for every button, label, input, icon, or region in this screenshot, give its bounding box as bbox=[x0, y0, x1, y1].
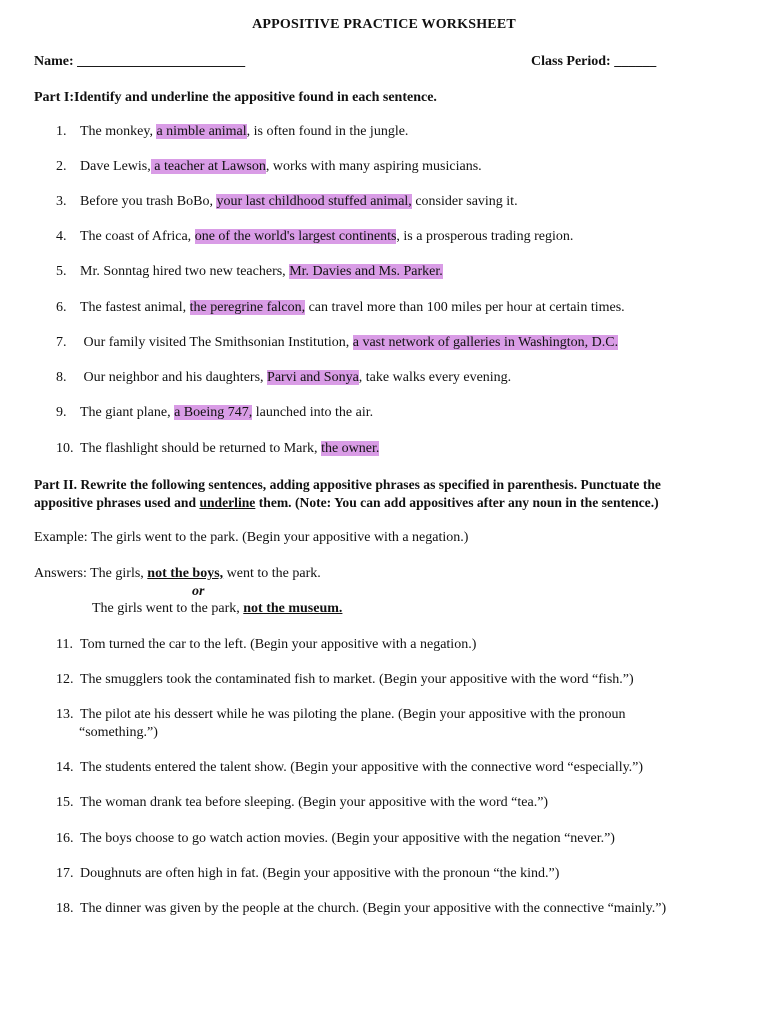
list-item bbox=[56, 441, 379, 457]
item-number: 4. bbox=[56, 229, 67, 244]
item-text: The monkey, bbox=[80, 124, 157, 139]
list-item bbox=[56, 831, 615, 847]
answer-text: The girls went to the park, bbox=[92, 601, 244, 616]
item-text-continuation: “something.”) bbox=[79, 725, 158, 740]
appositive-highlight: a vast network of galleries in Washington, D.C. bbox=[352, 335, 619, 350]
item-text: The woman drank tea before sleeping. (Begin your appositive with the word “tea.”) bbox=[80, 795, 549, 810]
item-text: The pilot ate his dessert while he was piloting the plane. (Begin your appositive with the pronoun bbox=[80, 707, 626, 722]
item-number: 3. bbox=[56, 194, 67, 209]
or-separator: or bbox=[192, 584, 205, 599]
answer-text: went to the park. bbox=[223, 566, 321, 581]
list-item bbox=[56, 124, 408, 140]
list-item bbox=[56, 194, 518, 210]
appositive-highlight: one of the world's largest continents bbox=[194, 229, 397, 244]
list-item bbox=[56, 335, 618, 351]
list-item bbox=[56, 866, 559, 882]
appositive-highlight: a nimble animal bbox=[156, 124, 247, 139]
list-item bbox=[56, 795, 548, 811]
example-sentence: Example: The girls went to the park. (Begin your appositive with a negation.) bbox=[34, 530, 469, 545]
appositive-highlight: your last childhood stuffed animal, bbox=[216, 194, 412, 209]
item-text: , is a prosperous trading region. bbox=[396, 229, 574, 244]
name-blank: ________________________ bbox=[77, 54, 246, 69]
worksheet-title: APPOSITIVE PRACTICE WORKSHEET bbox=[252, 17, 516, 32]
class-period-blank: ______ bbox=[614, 54, 657, 69]
appositive-highlight: the owner. bbox=[321, 441, 380, 456]
item-number: 12. bbox=[56, 672, 74, 687]
heading-text: them. (Note: You can add appositives after any noun in the sentence.) bbox=[255, 495, 659, 510]
item-number: 5. bbox=[56, 264, 67, 279]
part1-heading: Part I:Identify and underline the appositive found in each sentence. bbox=[34, 90, 437, 105]
appositive-highlight: the peregrine falcon, bbox=[189, 300, 306, 315]
appositive-highlight: Parvi and Sonya bbox=[267, 370, 359, 385]
item-number: 14. bbox=[56, 760, 74, 775]
list-item bbox=[56, 159, 482, 175]
item-text: can travel more than 100 miles per hour at certain times. bbox=[305, 300, 625, 315]
item-text: The smugglers took the contaminated fish to market. (Begin your appositive with the word “fish.”) bbox=[80, 672, 634, 687]
item-text: Mr. Sonntag hired two new teachers, bbox=[80, 264, 290, 279]
list-item bbox=[56, 300, 625, 316]
item-text: The giant plane, bbox=[80, 405, 175, 420]
list-item bbox=[56, 707, 626, 723]
item-number: 6. bbox=[56, 300, 67, 315]
item-text: The coast of Africa, bbox=[80, 229, 195, 244]
list-item bbox=[56, 637, 476, 653]
class-period-label: Class Period: bbox=[531, 54, 611, 69]
list-item bbox=[56, 229, 573, 245]
item-number: 1. bbox=[56, 124, 67, 139]
item-text: Tom turned the car to the left. (Begin your appositive with a negation.) bbox=[80, 637, 477, 652]
appositive-highlight: a teacher at Lawson bbox=[150, 159, 266, 174]
item-text: Our neighbor and his daughters, bbox=[80, 370, 268, 385]
example-answer-2 bbox=[92, 601, 342, 617]
item-number: 10. bbox=[56, 441, 74, 456]
item-text: Before you trash BoBo, bbox=[80, 194, 217, 209]
item-text: The dinner was given by the people at the church. (Begin your appositive with the connective “mainly.”) bbox=[80, 901, 667, 916]
example-answer-1 bbox=[34, 566, 321, 582]
item-text: launched into the air. bbox=[252, 405, 374, 420]
item-text: The boys choose to go watch action movies. (Begin your appositive with the negation “never.”) bbox=[80, 831, 615, 846]
answer-text: Answers: The girls, bbox=[34, 566, 148, 581]
name-label: Name: bbox=[34, 54, 74, 69]
part2-heading-line1: Part II. Rewrite the following sentences, adding appositive phrases as specified in parenthesis. Punctuate the bbox=[34, 477, 661, 492]
list-item bbox=[56, 405, 373, 421]
answer-appositive: not the boys, bbox=[147, 566, 224, 581]
appositive-highlight: Mr. Davies and Ms. Parker. bbox=[289, 264, 443, 279]
list-item bbox=[56, 672, 634, 688]
item-number: 2. bbox=[56, 159, 67, 174]
item-text: Our family visited The Smithsonian Institution, bbox=[80, 335, 353, 350]
item-number: 9. bbox=[56, 405, 67, 420]
item-number: 16. bbox=[56, 831, 74, 846]
item-text: , take walks every evening. bbox=[358, 370, 512, 385]
item-number: 11. bbox=[56, 637, 73, 652]
heading-text: appositive phrases used and bbox=[34, 495, 200, 510]
part2-heading-line2 bbox=[34, 495, 659, 511]
item-text: , works with many aspiring musicians. bbox=[265, 159, 482, 174]
class-period-field bbox=[531, 54, 656, 70]
item-number: 7. bbox=[56, 335, 67, 350]
item-number: 13. bbox=[56, 707, 74, 722]
item-number: 18. bbox=[56, 901, 74, 916]
item-number: 8. bbox=[56, 370, 67, 385]
item-text: , is often found in the jungle. bbox=[246, 124, 409, 139]
answer-appositive: not the museum. bbox=[243, 601, 343, 616]
item-text: Doughnuts are often high in fat. (Begin your appositive with the pronoun “the kind.”) bbox=[80, 866, 560, 881]
item-text: The students entered the talent show. (Begin your appositive with the connective word “especially.”) bbox=[80, 760, 644, 775]
heading-underline-word: underline bbox=[199, 495, 256, 510]
list-item bbox=[56, 901, 666, 917]
list-item bbox=[56, 760, 643, 776]
list-item bbox=[56, 264, 443, 280]
item-text: Dave Lewis, bbox=[80, 159, 151, 174]
name-field bbox=[34, 54, 245, 70]
item-text: The flashlight should be returned to Mark, bbox=[80, 441, 322, 456]
appositive-highlight: a Boeing 747, bbox=[174, 405, 253, 420]
item-text: The fastest animal, bbox=[80, 300, 190, 315]
item-number: 17. bbox=[56, 866, 74, 881]
list-item bbox=[56, 370, 511, 386]
item-number: 15. bbox=[56, 795, 74, 810]
item-text: consider saving it. bbox=[411, 194, 518, 209]
